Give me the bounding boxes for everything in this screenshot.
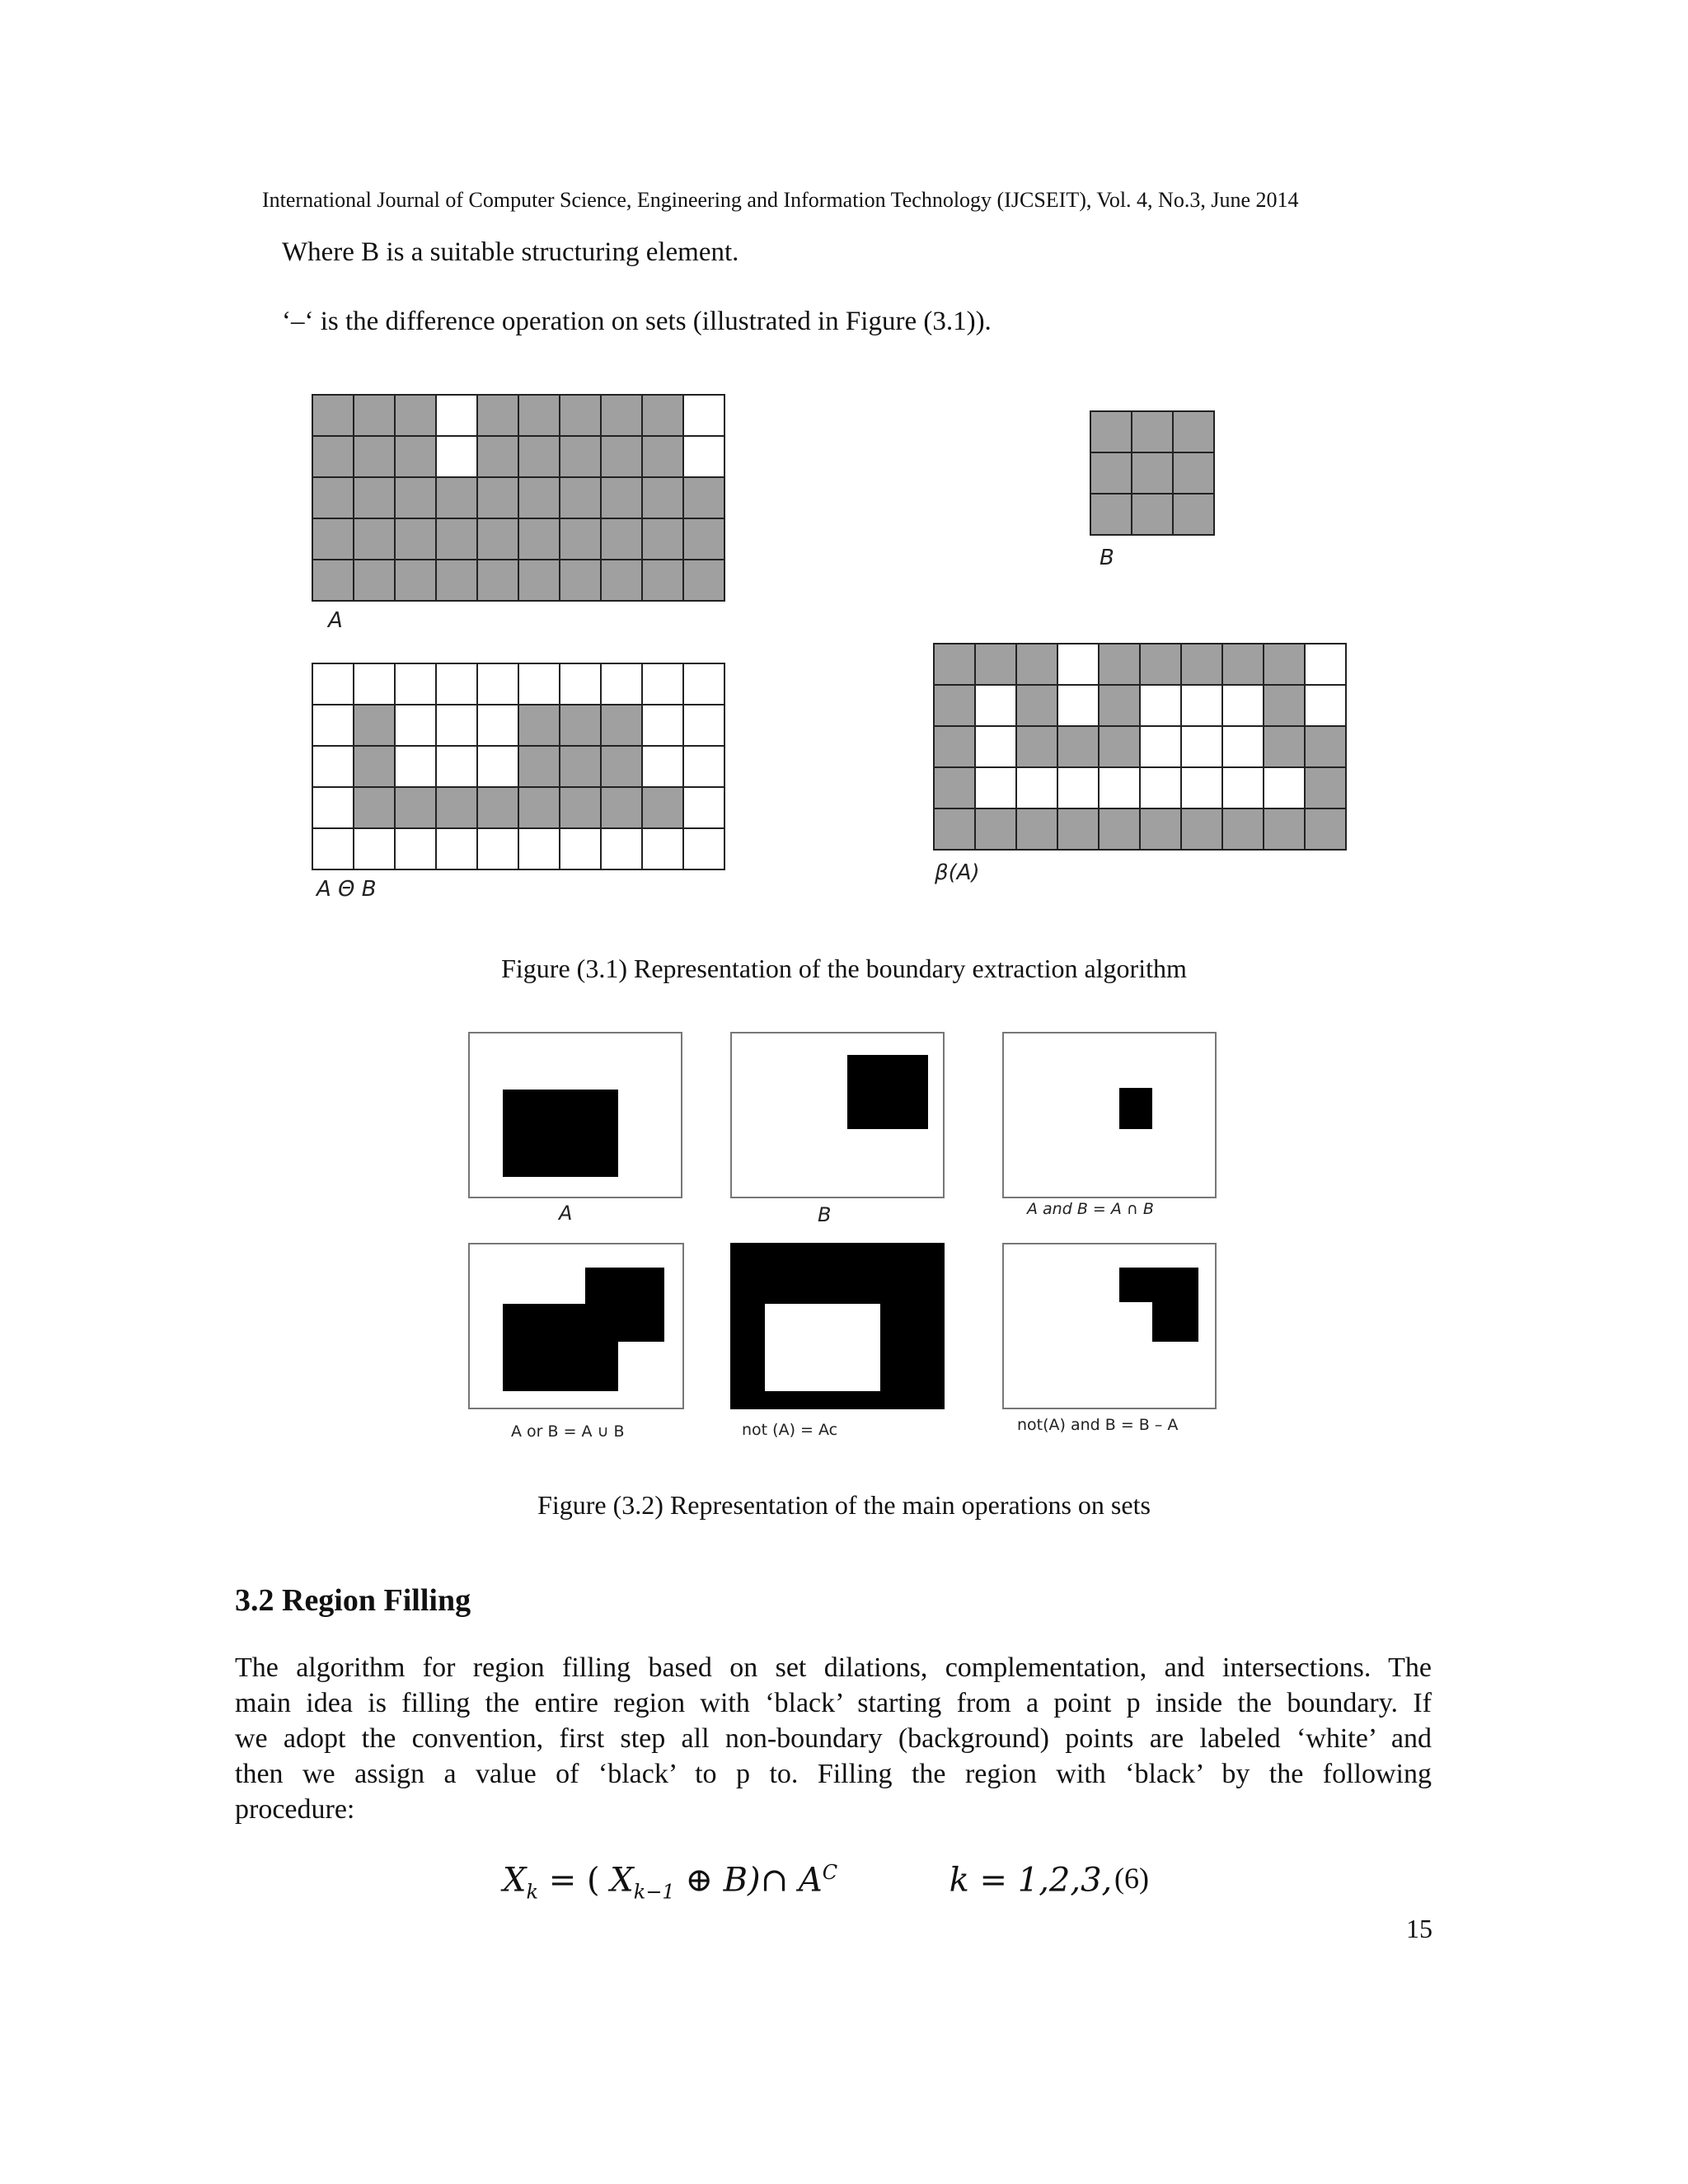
journal-header: International Journal of Computer Science, Engineering and Information Technology (IJCSEIT), Vol. 4, No.3, June 2014	[262, 188, 1299, 212]
section-heading: 3.2 Region Filling	[235, 1583, 471, 1618]
not-a-and-b-shape-2	[1152, 1302, 1198, 1342]
eq-equals: = (	[538, 1861, 611, 1900]
eq-x2-sub: k−1	[633, 1880, 675, 1904]
grid-a-label: A	[328, 608, 343, 633]
a-and-b-shape	[1119, 1088, 1152, 1129]
para-line-3: we adopt the convention, first step all non-boundary (background) points are labeled ‘white’ and	[235, 1723, 1432, 1754]
set-b-shape	[847, 1055, 928, 1129]
para-line-4: then we assign a value of ‘black’ to p to. Filling the region with ‘black’ by the following	[235, 1759, 1432, 1789]
a-or-b-shape-2	[503, 1304, 618, 1391]
eq-lhs: X	[503, 1861, 527, 1900]
grid-a-erosion-b-label: A Θ B	[316, 877, 377, 902]
not-a-and-b-shape-1	[1119, 1268, 1198, 1302]
para-line-1: The algorithm for region filling based on set dilations, complementation, and intersections. The	[235, 1652, 1432, 1683]
section-paragraph	[235, 1650, 1432, 1827]
a-and-b-label: A and B = A ∩ B	[1027, 1200, 1154, 1218]
intro-line-2: ‘–‘ is the difference operation on sets (illustrated in Figure (3.1)).	[282, 307, 992, 336]
grid-b-label: B	[1100, 546, 1114, 570]
not-a-and-b-panel	[1002, 1243, 1217, 1409]
para-line-2: main idea is filling the entire region with ‘black’ starting from a point p inside the boundary. If	[235, 1688, 1432, 1718]
figure-3-1-caption: Figure (3.1) Representation of the boundary extraction algorithm	[501, 954, 1187, 983]
eq-x2: X	[610, 1861, 634, 1900]
grid-beta-a-label: β(A)	[935, 860, 980, 885]
not-a-panel	[730, 1243, 945, 1409]
eq-ops: ⊕ B)∩ A	[674, 1861, 823, 1900]
intro-line-1: Where B is a suitable structuring element.	[282, 237, 739, 267]
not-a-and-b-label: not(A) and B = B – A	[1017, 1416, 1179, 1434]
set-a-shape	[503, 1090, 618, 1177]
a-and-b-panel	[1002, 1032, 1217, 1198]
eq-sup: C	[822, 1861, 838, 1884]
set-a-panel	[468, 1032, 682, 1198]
eq-lhs-sub: k	[526, 1880, 539, 1904]
figure-3-2-caption: Figure (3.2) Representation of the main operations on sets	[537, 1490, 1151, 1520]
eq-k-range: k = 1,2,3,	[949, 1861, 1113, 1900]
page-number: 15	[1406, 1914, 1432, 1943]
not-a-hole	[765, 1304, 880, 1391]
para-line-5: procedure:	[235, 1794, 355, 1825]
a-or-b-panel	[468, 1243, 684, 1409]
equation-6	[503, 1861, 1112, 1903]
set-a-label: A	[559, 1202, 573, 1225]
set-b-label: B	[818, 1203, 832, 1226]
a-or-b-label: A or B = A ∪ B	[511, 1422, 625, 1441]
set-b-panel	[730, 1032, 945, 1198]
equation-number: (6)	[1114, 1862, 1149, 1895]
not-a-label: not (A) = Ac	[742, 1421, 838, 1439]
